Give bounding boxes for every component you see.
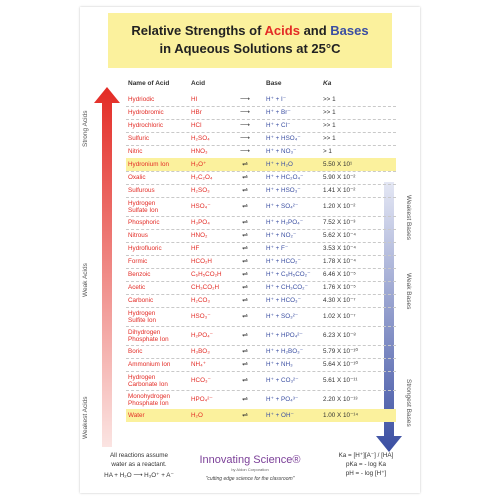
title-acids-word: Acids bbox=[264, 23, 300, 38]
acid-name: Hydrofluoric bbox=[128, 245, 162, 252]
ka-value: 1.00 X 10⁻¹⁴ bbox=[323, 412, 359, 419]
acid-name: Water bbox=[128, 412, 145, 419]
formula-ka: Ka = [H⁺][A⁻] / [HA] bbox=[338, 452, 394, 459]
reaction-arrow: ⇌ bbox=[242, 258, 248, 265]
reaction-arrow: ⇌ bbox=[242, 284, 248, 291]
header-name: Name of Acid bbox=[128, 80, 170, 87]
ka-value: >> 1 bbox=[323, 135, 336, 142]
brand-logo bbox=[190, 454, 310, 482]
ka-value: 1.02 X 10⁻⁷ bbox=[323, 313, 356, 320]
acid-formula: H₂PO₄⁻ bbox=[191, 332, 213, 339]
conjugate-base: H⁺ + HSO₃⁻ bbox=[266, 187, 301, 194]
acid-formula: H₃O⁺ bbox=[191, 161, 207, 168]
acid-formula: HNO₂ bbox=[191, 232, 208, 239]
label-weak-acids: Weak Acids bbox=[82, 263, 89, 297]
reaction-arrow: ⇌ bbox=[242, 203, 248, 210]
brand-name: Innovating Science® bbox=[199, 454, 301, 466]
acid-row bbox=[126, 409, 396, 422]
acid-row bbox=[126, 216, 396, 229]
note-equation: HA + H₂O ⟶ H₃O⁺ + A⁻ bbox=[104, 472, 174, 479]
ka-value: 1.41 X 10⁻² bbox=[323, 187, 356, 194]
acid-row bbox=[126, 294, 396, 307]
acid-row bbox=[126, 358, 396, 371]
conjugate-base: H⁺ + HC₂O₄⁻ bbox=[266, 174, 304, 181]
reaction-arrow: ⟶ bbox=[239, 96, 251, 103]
ka-value: 1.76 X 10⁻⁵ bbox=[323, 284, 356, 291]
acid-formula: H₃BO₃ bbox=[191, 348, 210, 355]
conjugate-base: H⁺ + SO₃²⁻ bbox=[266, 313, 299, 320]
acid-row bbox=[126, 184, 396, 197]
acid-row bbox=[126, 93, 396, 106]
acid-row bbox=[126, 229, 396, 242]
ka-value: 1.78 X 10⁻⁴ bbox=[323, 258, 356, 265]
acid-name: Hydrogen Sulfite Ion bbox=[128, 309, 157, 324]
conjugate-base: H⁺ + HPO₄²⁻ bbox=[266, 332, 303, 339]
acid-row bbox=[126, 132, 396, 145]
formulas bbox=[318, 451, 414, 478]
ka-value: 6.23 X 10⁻⁸ bbox=[323, 332, 356, 339]
conjugate-base: H⁺ + HSO₄⁻ bbox=[266, 135, 301, 142]
acid-formula: HI bbox=[191, 96, 198, 103]
ka-value: 1.20 X 10⁻² bbox=[323, 203, 356, 210]
note-line-1: All reactions assume bbox=[109, 452, 169, 459]
acid-strength-arrow bbox=[94, 87, 120, 447]
conjugate-base: H⁺ + NO₃⁻ bbox=[266, 148, 297, 155]
acid-formula: HCO₃⁻ bbox=[191, 377, 211, 384]
ka-value: 5.90 X 10⁻² bbox=[323, 174, 356, 181]
acid-formula: H₂C₂O₄ bbox=[191, 174, 213, 181]
acid-row bbox=[126, 255, 396, 268]
acid-row bbox=[126, 197, 396, 216]
acid-row bbox=[126, 345, 396, 358]
acid-name: Hydronium Ion bbox=[128, 161, 169, 168]
acid-formula: C₆H₅CO₂H bbox=[191, 271, 222, 278]
acid-formula: CH₃CO₂H bbox=[191, 284, 220, 291]
acid-formula: HCO₂H bbox=[191, 258, 212, 265]
conjugate-base: H⁺ + NO₂⁻ bbox=[266, 232, 297, 239]
label-weakest-acids: Weakest Acids bbox=[82, 396, 89, 439]
note-line-2: water as a reactant. bbox=[111, 461, 167, 468]
acid-name: Hydrobromic bbox=[128, 109, 164, 116]
reaction-arrow: ⇌ bbox=[242, 348, 248, 355]
ka-value: >> 1 bbox=[323, 96, 336, 103]
acid-row bbox=[126, 145, 396, 158]
acid-row bbox=[126, 390, 396, 409]
acid-formula: HSO₃⁻ bbox=[191, 313, 211, 320]
title-and-word: and bbox=[299, 23, 331, 38]
conjugate-base: H⁺ + H₂BO₃⁻ bbox=[266, 348, 304, 355]
conjugate-base: H⁺ + H₂PO₄⁻ bbox=[266, 219, 304, 226]
ka-value: 6.46 X 10⁻⁵ bbox=[323, 271, 356, 278]
reaction-arrow: ⇌ bbox=[242, 187, 248, 194]
conjugate-base: H⁺ + OH⁻ bbox=[266, 412, 294, 419]
reaction-arrow: ⇌ bbox=[242, 271, 248, 278]
acid-row bbox=[126, 371, 396, 390]
conjugate-base: H⁺ + H₂O bbox=[266, 161, 293, 168]
reaction-arrow: ⇌ bbox=[242, 396, 248, 403]
reaction-arrow: ⇌ bbox=[242, 219, 248, 226]
title-line-2: in Aqueous Solutions at 25°C bbox=[159, 41, 341, 56]
acid-name: Ammonium Ion bbox=[128, 361, 171, 368]
title-line-1 bbox=[108, 22, 392, 40]
acid-name: Nitric bbox=[128, 148, 143, 155]
reaction-arrow: ⟶ bbox=[239, 135, 251, 142]
acid-formula: HCl bbox=[191, 122, 202, 129]
reaction-arrow: ⇌ bbox=[242, 377, 248, 384]
acid-name: Formic bbox=[128, 258, 148, 265]
acid-formula: H₂CO₃ bbox=[191, 297, 211, 304]
acid-row bbox=[126, 119, 396, 132]
header-ka: Ka bbox=[323, 80, 332, 87]
ka-value: 3.53 X 10⁻⁴ bbox=[323, 245, 356, 252]
acid-name: Hydriodic bbox=[128, 96, 155, 103]
reaction-arrow: ⟶ bbox=[239, 148, 251, 155]
label-strong-acids: Strong Acids bbox=[82, 110, 89, 147]
conjugate-base: H⁺ + Cl⁻ bbox=[266, 122, 291, 129]
reaction-arrow: ⟶ bbox=[239, 122, 251, 129]
acid-formula: HSO₄⁻ bbox=[191, 203, 211, 210]
acid-name: Nitrous bbox=[128, 232, 148, 239]
ka-value: >> 1 bbox=[323, 109, 336, 116]
title-banner bbox=[108, 13, 392, 68]
acid-name: Benzoic bbox=[128, 271, 151, 278]
reaction-arrow: ⇌ bbox=[242, 232, 248, 239]
acid-name: Hydrochloric bbox=[128, 122, 163, 129]
acid-name: Dihydrogen Phosphate Ion bbox=[128, 328, 169, 343]
acid-formula: H₃PO₄ bbox=[191, 219, 210, 226]
acid-name: Sulfurous bbox=[128, 187, 155, 194]
ka-value: 2.20 X 10⁻¹³ bbox=[323, 396, 358, 403]
ka-value: 5.50 X 10¹ bbox=[323, 161, 353, 168]
acid-row bbox=[126, 268, 396, 281]
acid-name: Hydrogen Sulfate Ion bbox=[128, 199, 159, 214]
label-weak-bases: Weak Bases bbox=[405, 273, 412, 310]
reaction-arrow: ⟶ bbox=[239, 109, 251, 116]
label-weakest-bases: Weakest Bases bbox=[405, 195, 412, 241]
acid-row bbox=[126, 281, 396, 294]
reaction-arrow: ⇌ bbox=[242, 361, 248, 368]
acid-name: Phosphoric bbox=[128, 219, 160, 226]
acid-name: Sulfuric bbox=[128, 135, 149, 142]
reaction-arrow: ⇌ bbox=[242, 332, 248, 339]
reaction-arrow: ⇌ bbox=[242, 313, 248, 320]
acid-row bbox=[126, 326, 396, 345]
conjugate-base: H⁺ + NH₃ bbox=[266, 361, 293, 368]
conjugate-base: H⁺ + SO₄²⁻ bbox=[266, 203, 299, 210]
ka-value: 4.30 X 10⁻⁷ bbox=[323, 297, 356, 304]
formula-ph: pH = - log [H⁺] bbox=[345, 470, 387, 477]
header-base: Base bbox=[266, 80, 282, 87]
conjugate-base: H⁺ + I⁻ bbox=[266, 96, 287, 103]
acid-row bbox=[126, 307, 396, 326]
acid-formula: H₂SO₄ bbox=[191, 135, 210, 142]
label-strongest-bases: Strongest Bases bbox=[405, 379, 412, 427]
conjugate-base: H⁺ + HCO₃⁻ bbox=[266, 297, 301, 304]
reaction-arrow: ⇌ bbox=[242, 245, 248, 252]
conjugate-base: H⁺ + F⁻ bbox=[266, 245, 289, 252]
ka-value: >> 1 bbox=[323, 122, 336, 129]
acid-row bbox=[126, 158, 396, 171]
ka-value: 5.62 X 10⁻⁴ bbox=[323, 232, 356, 239]
acid-formula: HF bbox=[191, 245, 200, 252]
acid-row bbox=[126, 242, 396, 255]
reaction-arrow: ⇌ bbox=[242, 412, 248, 419]
ka-value: 5.64 X 10⁻¹⁰ bbox=[323, 361, 358, 368]
reaction-arrow: ⇌ bbox=[242, 174, 248, 181]
conjugate-base: H⁺ + CH₃CO₂⁻ bbox=[266, 284, 308, 291]
ka-value: > 1 bbox=[323, 148, 332, 155]
acid-formula: NH₄⁺ bbox=[191, 361, 206, 368]
brand-tagline: "cutting edge science for the classroom" bbox=[205, 476, 295, 482]
acid-row bbox=[126, 171, 396, 184]
brand-subtitle: by Aldon Corporation bbox=[231, 467, 269, 472]
reaction-arrow: ⇌ bbox=[242, 297, 248, 304]
acid-formula: HNO₃ bbox=[191, 148, 208, 155]
acid-name: Monohydrogen Phosphate Ion bbox=[128, 392, 171, 407]
title-bases-word: Bases bbox=[330, 23, 369, 38]
ka-value: 5.61 X 10⁻¹¹ bbox=[323, 377, 358, 384]
conjugate-base: H⁺ + HCO₂⁻ bbox=[266, 258, 301, 265]
conjugate-base: H⁺ + PO₄³⁻ bbox=[266, 396, 299, 403]
acid-row bbox=[126, 106, 396, 119]
title-text-a: Relative Strengths of bbox=[131, 23, 265, 38]
ka-value: 5.79 X 10⁻¹⁰ bbox=[323, 348, 358, 355]
chart-poster bbox=[80, 7, 420, 493]
ka-value: 7.52 X 10⁻³ bbox=[323, 219, 356, 226]
header-acid: Acid bbox=[191, 80, 206, 87]
acid-formula: H₂O bbox=[191, 412, 203, 419]
formula-pka: pKa = - log Ka bbox=[345, 461, 387, 468]
acid-name: Hydrogen Carbonate Ion bbox=[128, 373, 168, 388]
acid-name: Acetic bbox=[128, 284, 146, 291]
reaction-arrow: ⇌ bbox=[242, 161, 248, 168]
acid-formula: H₂SO₃ bbox=[191, 187, 210, 194]
acid-name: Boric bbox=[128, 348, 143, 355]
acid-formula: HBr bbox=[191, 109, 202, 116]
conjugate-base: H⁺ + Br⁻ bbox=[266, 109, 291, 116]
conjugate-base: H⁺ + CO₃²⁻ bbox=[266, 377, 299, 384]
reaction-note bbox=[92, 451, 186, 480]
acid-name: Oxalic bbox=[128, 174, 146, 181]
conjugate-base: H⁺ + C₆H₅CO₂⁻ bbox=[266, 271, 311, 278]
acid-formula: HPO₄²⁻ bbox=[191, 396, 213, 403]
acid-name: Carbonic bbox=[128, 297, 154, 304]
